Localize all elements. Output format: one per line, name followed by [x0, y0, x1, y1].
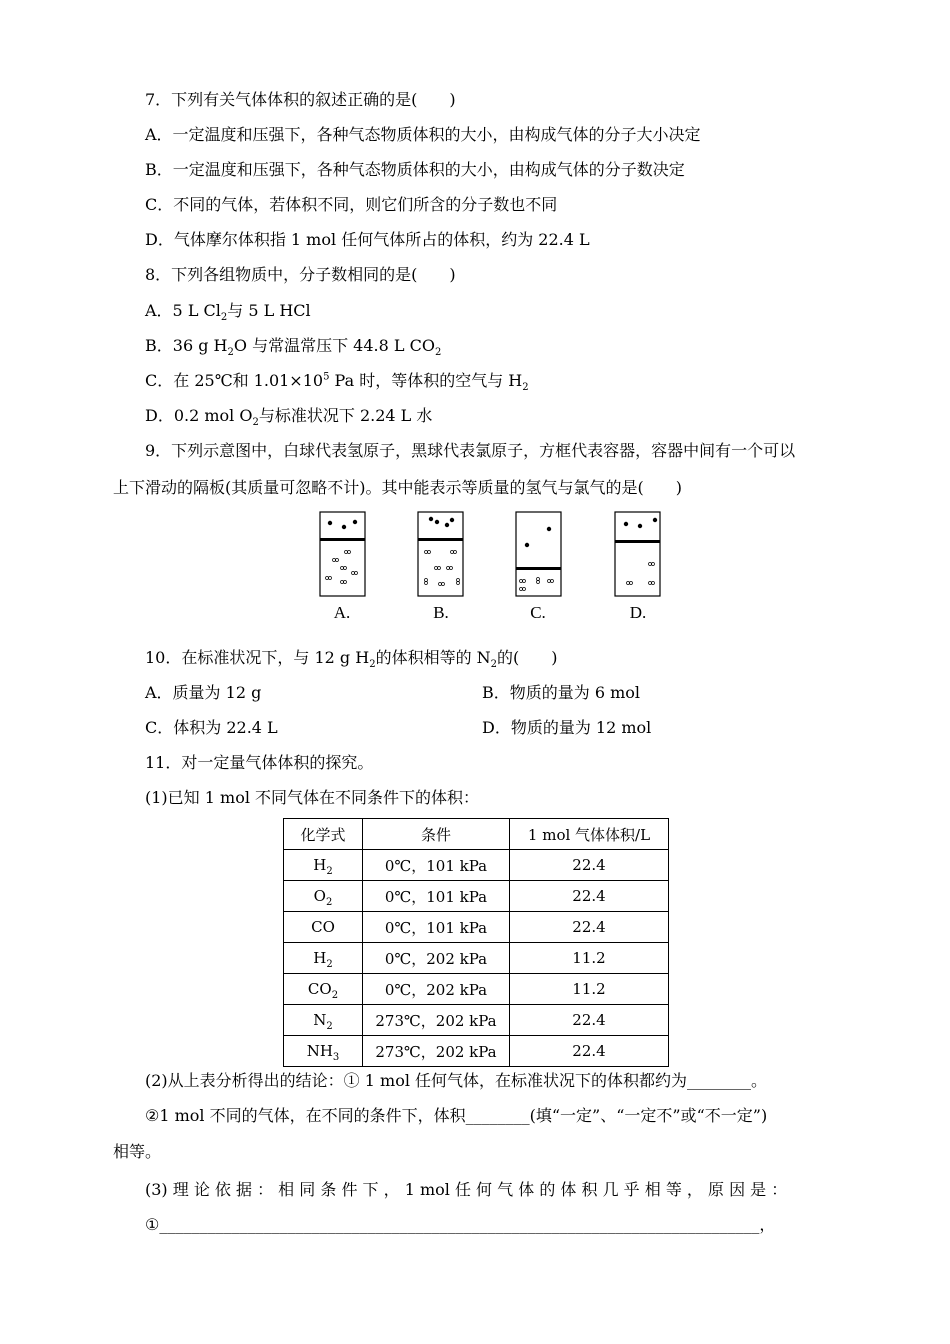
cell-formula: $NH_3$ — [284, 1036, 363, 1067]
cell-condition: 273℃，202 kPa — [363, 1005, 510, 1036]
q10-option-d: D．物质的量为 12 mol — [482, 718, 652, 737]
q9-stem-line1: 9．下列示意图中，白球代表氢原子，黑球代表氯原子，方框代表容器，容器中间有一个可以 — [145, 441, 796, 460]
cell-formula: CO — [284, 912, 363, 943]
cell-volume: 22.4 — [510, 881, 669, 912]
q8-option-b: B．36 g $H_2O$ 与常温常压下 44.8 L $CO_2$ — [145, 336, 442, 359]
cell-formula: $N_2$ — [284, 1005, 363, 1036]
container-b — [418, 512, 463, 596]
q9-container-figure — [300, 508, 680, 628]
cell-volume: 22.4 — [510, 912, 669, 943]
figure-label-a: A. — [333, 603, 351, 622]
cell-condition: 0℃，101 kPa — [363, 850, 510, 881]
q11-part3: (3) 理 论 依 据 ： 相 同 条 件 下 ， 1 mol 任 何 气 体 的 体 积 几 乎 相 等 ， 原 因 是 ： — [145, 1180, 788, 1199]
q7-option-d: D．气体摩尔体积指 1 mol 任何气体所占的体积，约为 22.4 L — [145, 230, 590, 249]
q7-option-c: C．不同的气体，若体积不同，则它们所含的分子数也不同 — [145, 195, 558, 214]
cell-condition: 0℃，101 kPa — [363, 881, 510, 912]
cell-condition: 0℃，202 kPa — [363, 943, 510, 974]
q8-option-a: A．5 L $Cl_2$与 5 L HCl — [145, 301, 311, 324]
gas-volume-table — [283, 818, 669, 1067]
header-volume: 1 mol 气体体积/L — [510, 819, 669, 850]
container-a — [320, 512, 365, 596]
table-row — [284, 1036, 669, 1067]
q7-option-a: A．一定温度和压强下，各种气态物质体积的大小，由构成气体的分子大小决定 — [145, 125, 701, 144]
q10-option-c: C．体积为 22.4 L — [145, 718, 278, 737]
q11-part2-item2: ②1 mol 不同的气体，在不同的条件下，体积________(填“一定”、“一定不”或“不一定”) — [145, 1106, 768, 1125]
cell-condition: 273℃，202 kPa — [363, 1036, 510, 1067]
q11-part3-answer-line: ①___________________________________________________________________________， — [145, 1215, 776, 1234]
figure-label-b: B. — [433, 603, 449, 622]
table-row — [284, 1005, 669, 1036]
q7-option-b: B．一定温度和压强下，各种气态物质体积的大小，由构成气体的分子数决定 — [145, 160, 685, 179]
table-row — [284, 974, 669, 1005]
q10-option-a: A．质量为 12 g — [145, 683, 262, 702]
cell-formula: $CO_2$ — [284, 974, 363, 1005]
q8-option-d: D．0.2 mol $O_2$与标准状况下 2.24 L 水 — [145, 406, 433, 429]
cell-volume: 22.4 — [510, 850, 669, 881]
q11-stem: 11．对一定量气体体积的探究。 — [145, 753, 374, 772]
cell-volume: 11.2 — [510, 943, 669, 974]
container-c — [516, 512, 561, 596]
header-condition: 条件 — [363, 819, 510, 850]
figure-label-c: C. — [530, 603, 546, 622]
cell-formula: $O_2$ — [284, 881, 363, 912]
table-row — [284, 943, 669, 974]
q10-stem: 10．在标准状况下，与 12 g $H_2$的体积相等的 $N_2$的( ) — [145, 648, 558, 671]
table-header-row — [284, 819, 669, 850]
figure-label-d: D. — [629, 603, 647, 622]
header-formula: 化学式 — [284, 819, 363, 850]
q8-stem: 8．下列各组物质中，分子数相同的是( ) — [145, 265, 456, 284]
q11-part2-item2-cont: 相等。 — [113, 1142, 162, 1161]
cell-condition: 0℃，101 kPa — [363, 912, 510, 943]
container-d — [615, 512, 660, 596]
cell-formula: $H_2$ — [284, 850, 363, 881]
cell-volume: 22.4 — [510, 1005, 669, 1036]
table-row — [284, 850, 669, 881]
q7-stem: 7．下列有关气体体积的叙述正确的是( ) — [145, 90, 456, 109]
q11-part1: (1)已知 1 mol 不同气体在不同条件下的体积： — [145, 788, 480, 807]
q10-option-b: B．物质的量为 6 mol — [482, 683, 641, 702]
table-row — [284, 881, 669, 912]
q8-option-c: C．在 25℃和 $1.01\times 10^5$ Pa 时，等体积的空气与 $H_2$ — [145, 371, 529, 394]
cell-volume: 22.4 — [510, 1036, 669, 1067]
q9-figure-svg — [300, 508, 680, 628]
cell-condition: 0℃，202 kPa — [363, 974, 510, 1005]
table-row — [284, 912, 669, 943]
cell-formula: $H_2$ — [284, 943, 363, 974]
cell-volume: 11.2 — [510, 974, 669, 1005]
q9-stem-line2: 上下滑动的隔板(其质量可忽略不计)。其中能表示等质量的氢气与氯气的是( ) — [113, 478, 682, 497]
q11-part2: (2)从上表分析得出的结论：① 1 mol 任何气体，在标准状况下的体积都约为________。 — [145, 1071, 768, 1090]
